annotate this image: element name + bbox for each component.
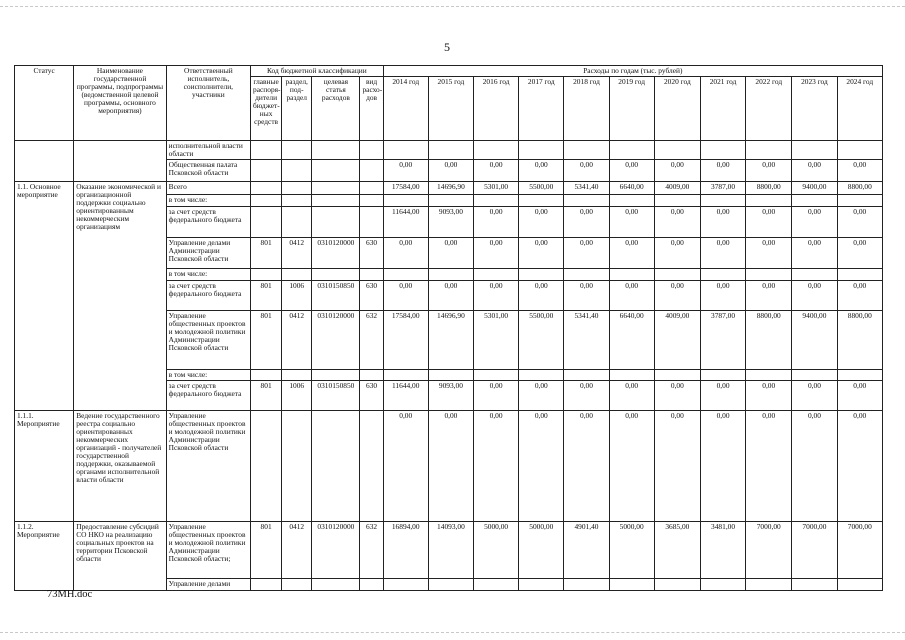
grbs-cell [251,269,282,281]
value-cell: 0,00 [700,411,745,522]
executor-cell: за счет средств федерального бюджета [166,281,250,311]
grbs-cell: 801 [251,381,282,411]
section-cell [282,579,312,591]
executor-cell: Управление делами Администрации Псковской области [166,238,250,269]
value-cell: 0,00 [746,238,792,269]
value-cell: 0,00 [428,281,473,311]
value-cell: 5301,00 [474,182,519,195]
value-cell: 0,00 [383,281,428,311]
value-cell [837,370,882,381]
value-cell [746,579,792,591]
value-cell: 0,00 [609,238,654,269]
value-cell: 0,00 [746,160,792,182]
kind-cell [360,207,383,238]
grbs-cell [251,207,282,238]
target-cell [312,160,360,182]
value-cell: 0,00 [700,207,745,238]
section-cell: 1006 [282,381,312,411]
value-cell: 0,00 [654,411,700,522]
value-cell [609,269,654,281]
target-cell [312,370,360,381]
header-grbs: главные распоря-дители бюджет-ных средств [251,77,282,141]
value-cell: 7000,00 [746,522,792,579]
header-year: 2021 год [700,77,745,141]
value-cell [519,141,564,160]
grbs-cell: 801 [251,281,282,311]
header-year: 2016 год [474,77,519,141]
target-cell [312,141,360,160]
value-cell: 0,00 [383,160,428,182]
value-cell: 5500,00 [519,311,564,370]
value-cell [792,141,837,160]
value-cell: 0,00 [383,238,428,269]
value-cell: 11644,00 [383,381,428,411]
value-cell: 14093,00 [428,522,473,579]
value-cell [700,370,745,381]
value-cell: 4009,00 [654,311,700,370]
executor-cell: Всего [166,182,250,195]
value-cell [792,579,837,591]
value-cell [519,370,564,381]
executor-cell: за счет средств федерального бюджета [166,207,250,238]
section-cell [282,195,312,207]
header-year: 2018 год [564,77,609,141]
kind-cell [360,195,383,207]
value-cell: 0,00 [837,207,882,238]
value-cell: 5000,00 [609,522,654,579]
value-cell: 3787,00 [700,182,745,195]
value-cell [700,579,745,591]
value-cell: 0,00 [428,160,473,182]
value-cell [792,370,837,381]
value-cell: 0,00 [474,281,519,311]
value-cell [428,579,473,591]
executor-cell: Управление общественных проектов и молодежной политики Администрации Псковской области [166,311,250,370]
value-cell: 9093,00 [428,207,473,238]
value-cell: 7000,00 [792,522,837,579]
value-cell: 0,00 [746,411,792,522]
value-cell: 0,00 [519,381,564,411]
status-cell: 1.1.2. Мероприятие [15,522,74,591]
value-cell: 0,00 [746,281,792,311]
value-cell [428,141,473,160]
value-cell: 0,00 [654,238,700,269]
header-status: Статус [15,66,74,141]
value-cell [700,269,745,281]
value-cell: 7000,00 [837,522,882,579]
grbs-cell [251,141,282,160]
value-cell: 8800,00 [746,311,792,370]
header-kind: вид расхо-дов [360,77,383,141]
value-cell [474,195,519,207]
value-cell [746,269,792,281]
value-cell [837,141,882,160]
value-cell [383,269,428,281]
value-cell: 0,00 [746,207,792,238]
section-cell: 0412 [282,238,312,269]
executor-cell: в том числе: [166,269,250,281]
value-cell [746,370,792,381]
value-cell [609,195,654,207]
value-cell: 0,00 [700,281,745,311]
value-cell: 0,00 [792,160,837,182]
value-cell: 0,00 [519,238,564,269]
value-cell [654,195,700,207]
status-cell: 1.1.1. Мероприятие [15,411,74,522]
value-cell [428,370,473,381]
value-cell [383,370,428,381]
section-cell [282,370,312,381]
value-cell: 6640,00 [609,311,654,370]
header-name: Наименование государственной программы, подпрограммы (ведомственной целевой программы, основного мероприятия) [74,66,166,141]
value-cell [428,195,473,207]
target-cell [312,411,360,522]
value-cell: 0,00 [837,411,882,522]
header-target: целевая статья расходов [312,77,360,141]
kind-cell [360,269,383,281]
name-cell [74,141,166,182]
status-cell: 1.1. Основное мероприятие [15,182,74,411]
executor-cell: Управление делами [166,579,250,591]
value-cell: 0,00 [746,381,792,411]
page-number: 5 [444,40,450,54]
value-cell [837,269,882,281]
value-cell: 0,00 [564,381,609,411]
value-cell [792,269,837,281]
value-cell: 3481,00 [700,522,745,579]
value-cell: 0,00 [474,238,519,269]
section-cell [282,182,312,195]
section-cell [282,141,312,160]
section-cell [282,160,312,182]
value-cell: 0,00 [654,281,700,311]
value-cell: 0,00 [609,281,654,311]
value-cell: 0,00 [474,160,519,182]
scan-edge-top [0,6,905,7]
budget-table [14,65,883,591]
value-cell [564,579,609,591]
grbs-cell: 801 [251,522,282,579]
value-cell: 0,00 [609,411,654,522]
header-year: 2015 год [428,77,473,141]
header-section: раздел, под-раздел [282,77,312,141]
header-year: 2014 год [383,77,428,141]
grbs-cell [251,579,282,591]
grbs-cell: 801 [251,238,282,269]
value-cell: 0,00 [564,281,609,311]
target-cell: 0310150850 [312,281,360,311]
value-cell: 3685,00 [654,522,700,579]
value-cell: 0,00 [609,160,654,182]
value-cell: 8800,00 [837,311,882,370]
kind-cell: 630 [360,238,383,269]
value-cell: 0,00 [654,381,700,411]
value-cell: 0,00 [837,381,882,411]
value-cell: 6640,00 [609,182,654,195]
value-cell [609,579,654,591]
name-cell: Оказание экономической и организационной поддержки социально ориентированным некоммерческим организациям [74,182,166,411]
value-cell: 0,00 [474,207,519,238]
target-cell [312,195,360,207]
executor-cell: в том числе: [166,195,250,207]
value-cell: 4009,00 [654,182,700,195]
kind-cell [360,160,383,182]
value-cell [564,195,609,207]
value-cell: 0,00 [428,238,473,269]
value-cell: 14696,90 [428,182,473,195]
value-cell: 17584,00 [383,311,428,370]
value-cell: 5341,40 [564,311,609,370]
value-cell [383,195,428,207]
footer-filename: 73МН.doc [47,589,93,600]
executor-cell: Управление общественных проектов и молодежной политики Администрации Псковской области [166,411,250,522]
value-cell: 4901,40 [564,522,609,579]
header-year: 2017 год [519,77,564,141]
value-cell: 5000,00 [519,522,564,579]
value-cell: 0,00 [792,411,837,522]
value-cell [474,269,519,281]
value-cell [383,141,428,160]
target-cell: 0310150850 [312,381,360,411]
value-cell [609,370,654,381]
value-cell: 5500,00 [519,182,564,195]
section-cell [282,207,312,238]
name-cell: Ведение государственного реестра социально ориентированных некоммерческих организаций - получателей государственной поддержки, оказываемой органами исполнительной власти области [74,411,166,522]
value-cell [428,269,473,281]
grbs-cell: 801 [251,311,282,370]
kind-cell: 630 [360,281,383,311]
value-cell: 0,00 [519,207,564,238]
value-cell: 0,00 [609,207,654,238]
value-cell: 0,00 [519,281,564,311]
value-cell: 16894,00 [383,522,428,579]
value-cell [519,269,564,281]
section-cell: 1006 [282,281,312,311]
value-cell [519,579,564,591]
value-cell [383,579,428,591]
value-cell: 5341,40 [564,182,609,195]
executor-cell: Общественная палата Псковской области [166,160,250,182]
value-cell: 0,00 [654,160,700,182]
header-year: 2024 год [837,77,882,141]
value-cell [519,195,564,207]
grbs-cell [251,411,282,522]
value-cell: 9400,00 [792,311,837,370]
value-cell [564,141,609,160]
value-cell [746,195,792,207]
kind-cell [360,370,383,381]
value-cell: 0,00 [519,160,564,182]
name-cell: Предоставление субсидий СО НКО на реализацию социальных проектов на территории Псковской области [74,522,166,591]
value-cell: 17584,00 [383,182,428,195]
value-cell [609,141,654,160]
value-cell: 0,00 [609,381,654,411]
value-cell: 0,00 [564,207,609,238]
target-cell: 0310120000 [312,522,360,579]
value-cell [700,141,745,160]
kind-cell: 632 [360,311,383,370]
executor-cell: за счет средств федерального бюджета [166,381,250,411]
header-budget-code: Код бюджетной классификации [251,66,384,77]
executor-cell: исполнительной власти области [166,141,250,160]
header-expenses: Расходы по годам (тыс. рублей) [383,66,882,77]
value-cell [564,269,609,281]
kind-cell: 630 [360,381,383,411]
value-cell: 8800,00 [746,182,792,195]
value-cell [837,195,882,207]
value-cell: 0,00 [837,160,882,182]
value-cell [654,370,700,381]
kind-cell [360,182,383,195]
executor-cell: в том числе: [166,370,250,381]
header-executor: Ответственный исполнитель, соисполнители, участники [166,66,250,141]
value-cell [700,195,745,207]
value-cell: 0,00 [792,381,837,411]
value-cell: 0,00 [700,381,745,411]
header-year: 2022 год [746,77,792,141]
value-cell [654,141,700,160]
value-cell: 8800,00 [837,182,882,195]
value-cell: 0,00 [792,281,837,311]
value-cell: 11644,00 [383,207,428,238]
value-cell [564,370,609,381]
kind-cell [360,141,383,160]
value-cell [837,579,882,591]
value-cell: 14696,90 [428,311,473,370]
value-cell: 0,00 [564,411,609,522]
scan-edge-bottom [0,632,905,633]
value-cell: 9400,00 [792,182,837,195]
grbs-cell [251,182,282,195]
value-cell: 0,00 [700,160,745,182]
value-cell: 0,00 [837,281,882,311]
header-year: 2023 год [792,77,837,141]
value-cell: 5301,00 [474,311,519,370]
target-cell [312,269,360,281]
section-cell: 0412 [282,311,312,370]
target-cell [312,207,360,238]
header-year: 2020 год [654,77,700,141]
grbs-cell [251,160,282,182]
value-cell: 0,00 [792,207,837,238]
value-cell: 0,00 [428,411,473,522]
value-cell: 0,00 [564,238,609,269]
value-cell: 0,00 [700,238,745,269]
status-cell [15,141,74,182]
section-cell [282,269,312,281]
value-cell: 0,00 [474,411,519,522]
value-cell [654,579,700,591]
kind-cell: 632 [360,522,383,579]
target-cell [312,182,360,195]
value-cell: 0,00 [564,160,609,182]
target-cell: 0310120000 [312,311,360,370]
grbs-cell [251,370,282,381]
value-cell: 0,00 [792,238,837,269]
value-cell: 0,00 [474,381,519,411]
value-cell: 5000,00 [474,522,519,579]
header-year: 2019 год [609,77,654,141]
value-cell: 0,00 [654,207,700,238]
executor-cell: Управление общественных проектов и молодежной политики Администрации Псковской области; [166,522,250,579]
section-cell [282,411,312,522]
value-cell [474,141,519,160]
target-cell [312,579,360,591]
target-cell: 0310120000 [312,238,360,269]
value-cell: 0,00 [519,411,564,522]
value-cell [654,269,700,281]
value-cell [792,195,837,207]
value-cell: 0,00 [383,411,428,522]
value-cell: 3787,00 [700,311,745,370]
value-cell: 9093,00 [428,381,473,411]
value-cell: 0,00 [837,238,882,269]
kind-cell [360,579,383,591]
value-cell [474,579,519,591]
grbs-cell [251,195,282,207]
section-cell: 0412 [282,522,312,579]
value-cell [474,370,519,381]
value-cell [746,141,792,160]
kind-cell [360,411,383,522]
